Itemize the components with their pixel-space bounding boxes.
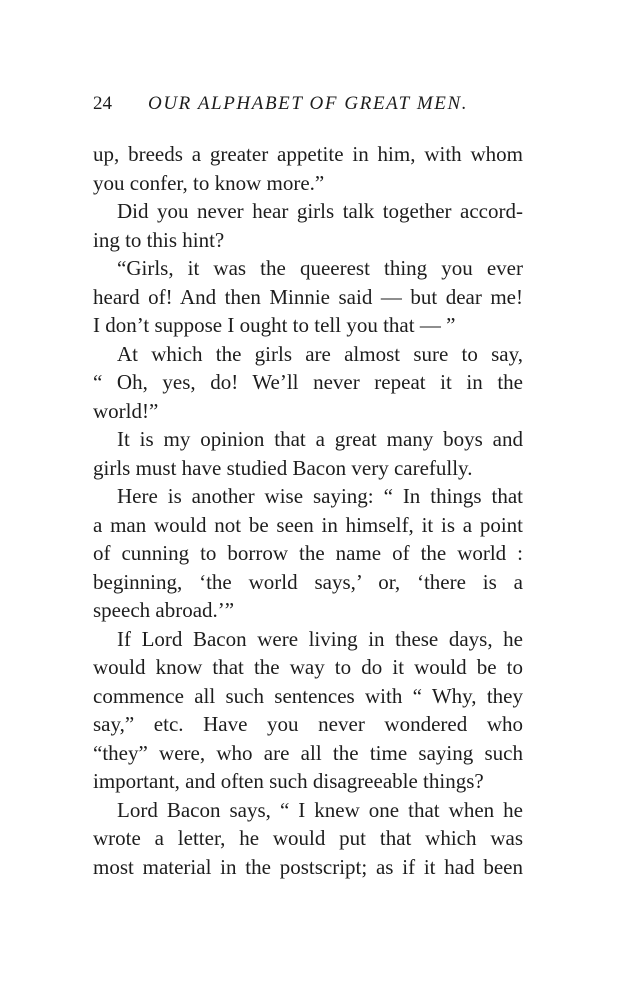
text-line: most material in the postscript; as if it had been bbox=[93, 854, 523, 879]
running-title: OUR ALPHABET OF GREAT MEN. bbox=[148, 93, 469, 114]
body-text bbox=[93, 140, 523, 881]
text-line: commence all such sentences with “ Why, they bbox=[93, 683, 523, 708]
text-line: “ Oh, yes, do! We’ll never repeat it in the bbox=[93, 370, 523, 394]
text-line: ing to this hint? bbox=[93, 227, 225, 252]
text-line: heard of! And then Minnie said — but dear me! bbox=[93, 284, 523, 309]
text-line: beginning, ‘the world says,’ or, ‘there is a bbox=[93, 569, 523, 594]
text-line: Lord Bacon says, “ I knew one that when he bbox=[117, 797, 523, 822]
text-line: Did you never hear girls talk together accord- bbox=[117, 199, 523, 223]
text-line: up, breeds a greater appetite in him, with whom bbox=[93, 142, 523, 166]
text-line: I don’t suppose I ought to tell you that — ” bbox=[93, 313, 456, 337]
text-line: a man would not be seen in himself, it is a point bbox=[93, 512, 523, 537]
text-line: would know that the way to do it would be to bbox=[93, 655, 523, 679]
text-line: wrote a letter, he would put that which was bbox=[93, 826, 523, 850]
text-line: “they” were, who are all the time saying such bbox=[93, 740, 523, 765]
text-line: girls must have studied Bacon very carefully. bbox=[93, 455, 473, 480]
text-line: say,” etc. Have you never wondered who bbox=[93, 712, 523, 736]
text-line: of cunning to borrow the name of the world : bbox=[93, 541, 523, 565]
text-line: If Lord Bacon were living in these days, he bbox=[117, 626, 523, 651]
text-line: important, and often such disagreeable things? bbox=[93, 769, 484, 793]
text-line: speech abroad.’” bbox=[93, 598, 235, 622]
text-line: world!” bbox=[93, 398, 159, 423]
text-line: “Girls, it was the queerest thing you ever bbox=[117, 256, 523, 280]
page-number: 24 bbox=[93, 93, 112, 114]
text-line: Here is another wise saying: “ In things that bbox=[117, 484, 523, 508]
text-line: At which the girls are almost sure to say, bbox=[117, 341, 523, 366]
text-line: It is my opinion that a great many boys and bbox=[117, 427, 523, 451]
running-head bbox=[93, 92, 533, 116]
text-line: you confer, to know more.” bbox=[93, 170, 325, 195]
